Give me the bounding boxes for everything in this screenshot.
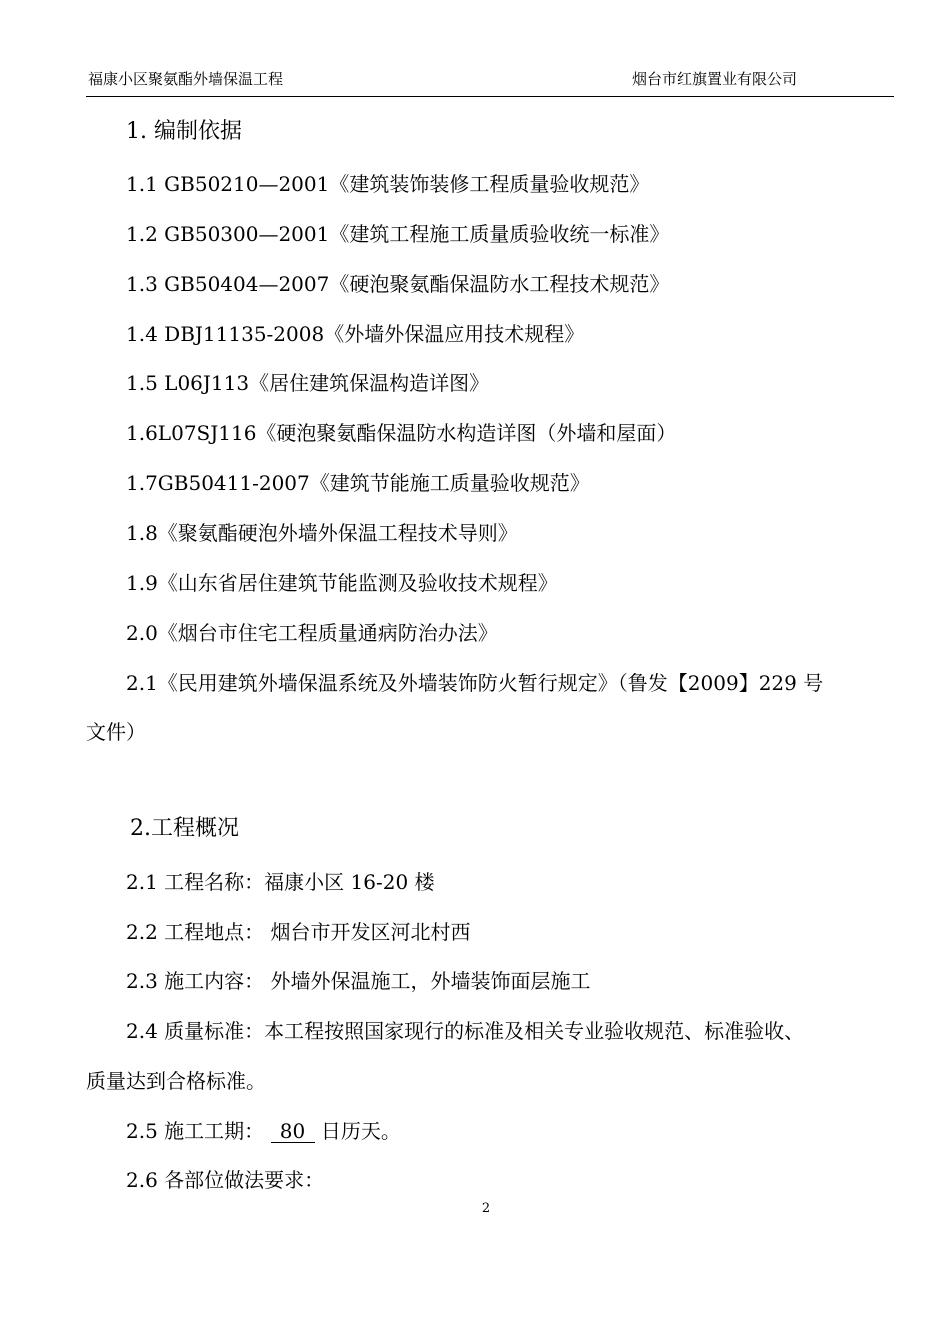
basis-item-1-8: 1.8《聚氨酯硬泡外墙外保温工程技术导则》 <box>126 521 518 545</box>
construction-period <box>126 1119 401 1143</box>
basis-item-2-1-line1: 2.1《民用建筑外墙保温系统及外墙装饰防火暂行规定》（鲁发【2009】229 号 <box>126 671 824 695</box>
project-name: 2.1 工程名称：福康小区 16-20 楼 <box>126 870 435 894</box>
header-project-title: 福康小区聚氨酯外墙保温工程 <box>88 70 284 88</box>
page-header <box>86 68 894 97</box>
basis-item-1-5: 1.5 L06J113《居住建筑保温构造详图》 <box>126 371 490 395</box>
project-location: 2.2 工程地点： 烟台市开发区河北村西 <box>126 920 471 944</box>
basis-item-1-4: 1.4 DBJ11135-2008《外墙外保温应用技术规程》 <box>126 322 585 346</box>
basis-item-1-9: 1.9《山东省居住建筑节能监测及验收技术规程》 <box>126 571 558 595</box>
construction-period-days: 80 <box>271 1120 315 1143</box>
construction-content: 2.3 施工内容： 外墙外保温施工，外墙装饰面层施工 <box>126 969 591 993</box>
basis-item-2-0: 2.0《烟台市住宅工程质量通病防治办法》 <box>126 621 498 645</box>
basis-item-1-2: 1.2 GB50300—2001《建筑工程施工质量质验收统一标准》 <box>126 222 670 246</box>
quality-standard-line1: 2.4 质量标准：本工程按照国家现行的标准及相关专业验收规范、标准验收、 <box>126 1019 805 1043</box>
basis-item-1-1: 1.1 GB50210—2001《建筑装饰装修工程质量验收规范》 <box>126 172 650 196</box>
basis-item-2-1-line2: 文件） <box>86 720 146 744</box>
basis-item-1-7: 1.7GB50411-2007《建筑节能施工质量验收规范》 <box>126 471 590 495</box>
page-number: 2 <box>481 1201 491 1216</box>
construction-period-label: 2.5 施工工期： <box>126 1119 271 1143</box>
header-company-name: 烟台市红旗置业有限公司 <box>632 70 798 88</box>
section-2-heading: 2.工程概况 <box>130 816 239 841</box>
section-1-heading: 1. 编制依据 <box>126 119 242 144</box>
basis-item-1-6: 1.6L07SJ116《硬泡聚氨酯保温防水构造详图（外墙和屋面） <box>126 421 677 445</box>
parts-requirements: 2.6 各部位做法要求： <box>126 1168 325 1192</box>
quality-standard-line2: 质量达到合格标准。 <box>86 1069 266 1093</box>
construction-period-unit: 日历天。 <box>314 1119 401 1143</box>
basis-item-1-3: 1.3 GB50404—2007《硬泡聚氨酯保温防水工程技术规范》 <box>126 272 670 296</box>
